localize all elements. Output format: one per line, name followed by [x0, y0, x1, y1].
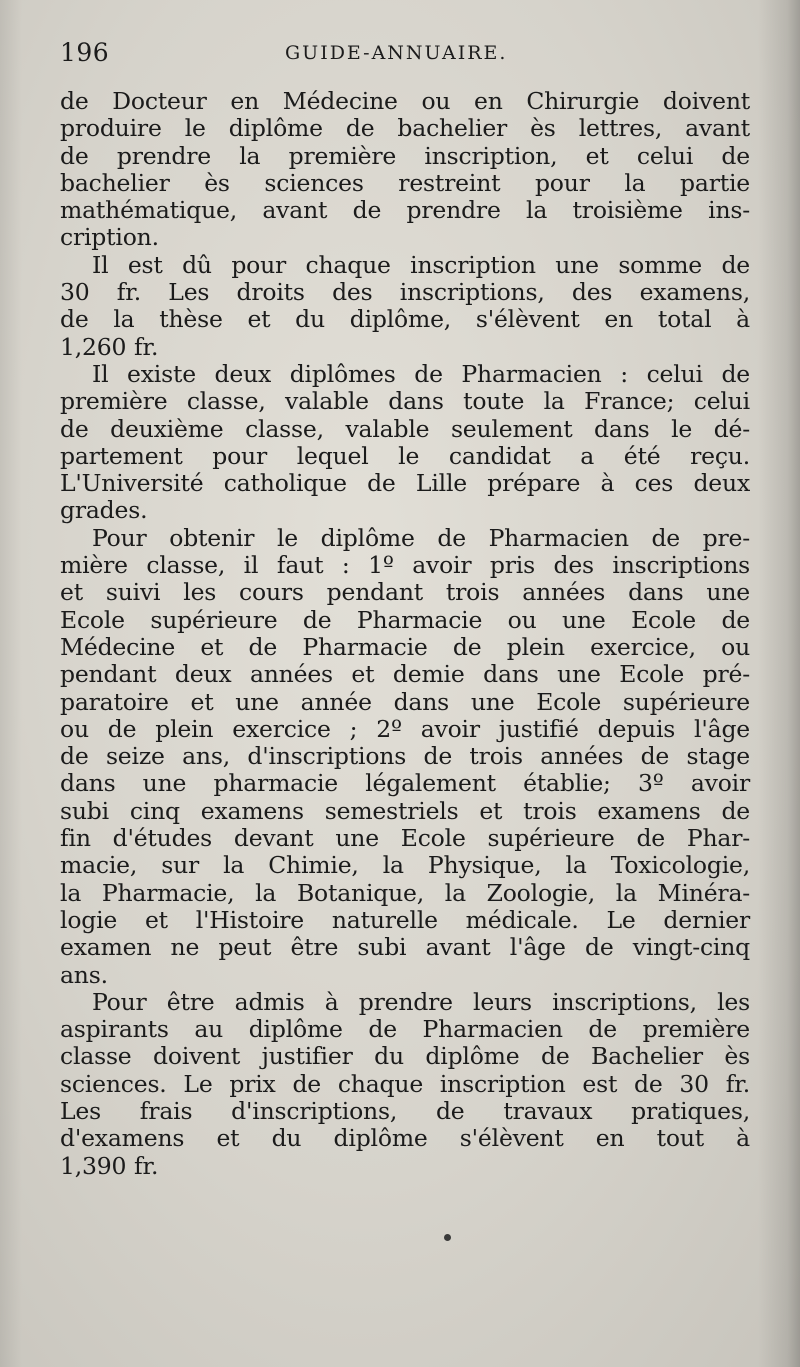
text-line: Ecole supérieure de Pharmacie ou une Ecole de — [60, 605, 750, 634]
text-line: Les frais d'inscriptions, de travaux pratiques, — [60, 1096, 750, 1125]
text-line: de la thèse et du diplôme, s'élèvent en total à — [60, 305, 750, 334]
text-line: première classe, valable dans toute la France; celui — [60, 387, 750, 416]
paragraph-first-class-requirements — [60, 525, 750, 989]
ink-dot-mark — [444, 1234, 451, 1241]
text-line: de prendre la première inscription, et celui de — [60, 141, 750, 170]
text-line: sciences. Le prix de chaque inscription est de 30 fr. — [60, 1069, 750, 1098]
text-line: de deuxième classe, valable seulement dans le dé- — [60, 414, 750, 443]
page-number: 196 — [60, 38, 110, 67]
text-line: 1,260 fr. — [60, 332, 159, 361]
text-line: Il est dû pour chaque inscription une somme de — [92, 250, 750, 279]
text-line: 30 fr. Les droits des inscriptions, des examens, — [60, 278, 750, 307]
paragraph-admission-requirements — [60, 989, 750, 1180]
text-line: cription. — [60, 223, 159, 252]
text-line: mathématique, avant de prendre la troisième ins- — [60, 196, 750, 225]
text-line: Pour être admis à prendre leurs inscriptions, les — [92, 987, 750, 1016]
text-line: et suivi les cours pendant trois années dans une — [60, 578, 750, 607]
paragraph-medicine-requirements — [60, 88, 750, 252]
body-text — [60, 88, 750, 1180]
page-left-shadow — [0, 0, 22, 1367]
text-line: fin d'études devant une Ecole supérieure de Phar- — [60, 824, 750, 853]
running-head: GUIDE-ANNUAIRE. — [285, 42, 508, 64]
text-line: la Pharmacie, la Botanique, la Zoologie, la Minéra- — [60, 878, 750, 907]
text-line: Médecine et de Pharmacie de plein exercice, ou — [60, 632, 750, 661]
text-line: aspirants au diplôme de Pharmacien de première — [60, 1015, 750, 1044]
text-line: d'examens et du diplôme s'élèvent en tout à — [60, 1124, 750, 1153]
text-line: ans. — [60, 960, 108, 989]
page-gutter-shadow — [758, 0, 800, 1367]
text-line: mière classe, il faut : 1º avoir pris des inscriptions — [60, 551, 750, 580]
text-line: pendant deux années et demie dans une Ecole pré- — [60, 660, 750, 689]
text-line: de seize ans, d'inscriptions de trois années de stage — [60, 742, 750, 771]
text-line: macie, sur la Chimie, la Physique, la Toxicologie, — [60, 851, 750, 880]
text-line: logie et l'Histoire naturelle médicale. Le dernier — [60, 905, 750, 934]
text-line: L'Université catholique de Lille prépare à ces deux — [60, 469, 750, 498]
text-line: classe doivent justifier du diplôme de Bachelier ès — [60, 1042, 750, 1071]
text-line: Il existe deux diplômes de Pharmacien : celui de — [92, 359, 750, 388]
text-line: dans une pharmacie légalement établie; 3º avoir — [60, 769, 750, 798]
page-header — [60, 38, 750, 72]
text-line: produire le diplôme de bachelier ès lettres, avant — [60, 114, 750, 143]
paragraph-pharmacist-diplomas — [60, 361, 750, 525]
text-line: partement pour lequel le candidat a été reçu. — [60, 441, 750, 470]
text-line: 1,390 fr. — [60, 1151, 159, 1180]
paragraph-inscription-fees — [60, 252, 750, 361]
text-line: ou de plein exercice ; 2º avoir justifié depuis l'âge — [60, 714, 750, 743]
text-line: de Docteur en Médecine ou en Chirurgie doivent — [60, 87, 750, 115]
text-line: bachelier ès sciences restreint pour la partie — [60, 168, 750, 197]
text-line: examen ne peut être subi avant l'âge de vingt-cinq — [60, 933, 750, 962]
text-line: Pour obtenir le diplôme de Pharmacien de pre- — [92, 523, 750, 552]
text-line: subi cinq examens semestriels et trois examens de — [60, 796, 750, 825]
text-line: paratoire et une année dans une Ecole supérieure — [60, 687, 750, 716]
text-line: grades. — [60, 496, 148, 525]
